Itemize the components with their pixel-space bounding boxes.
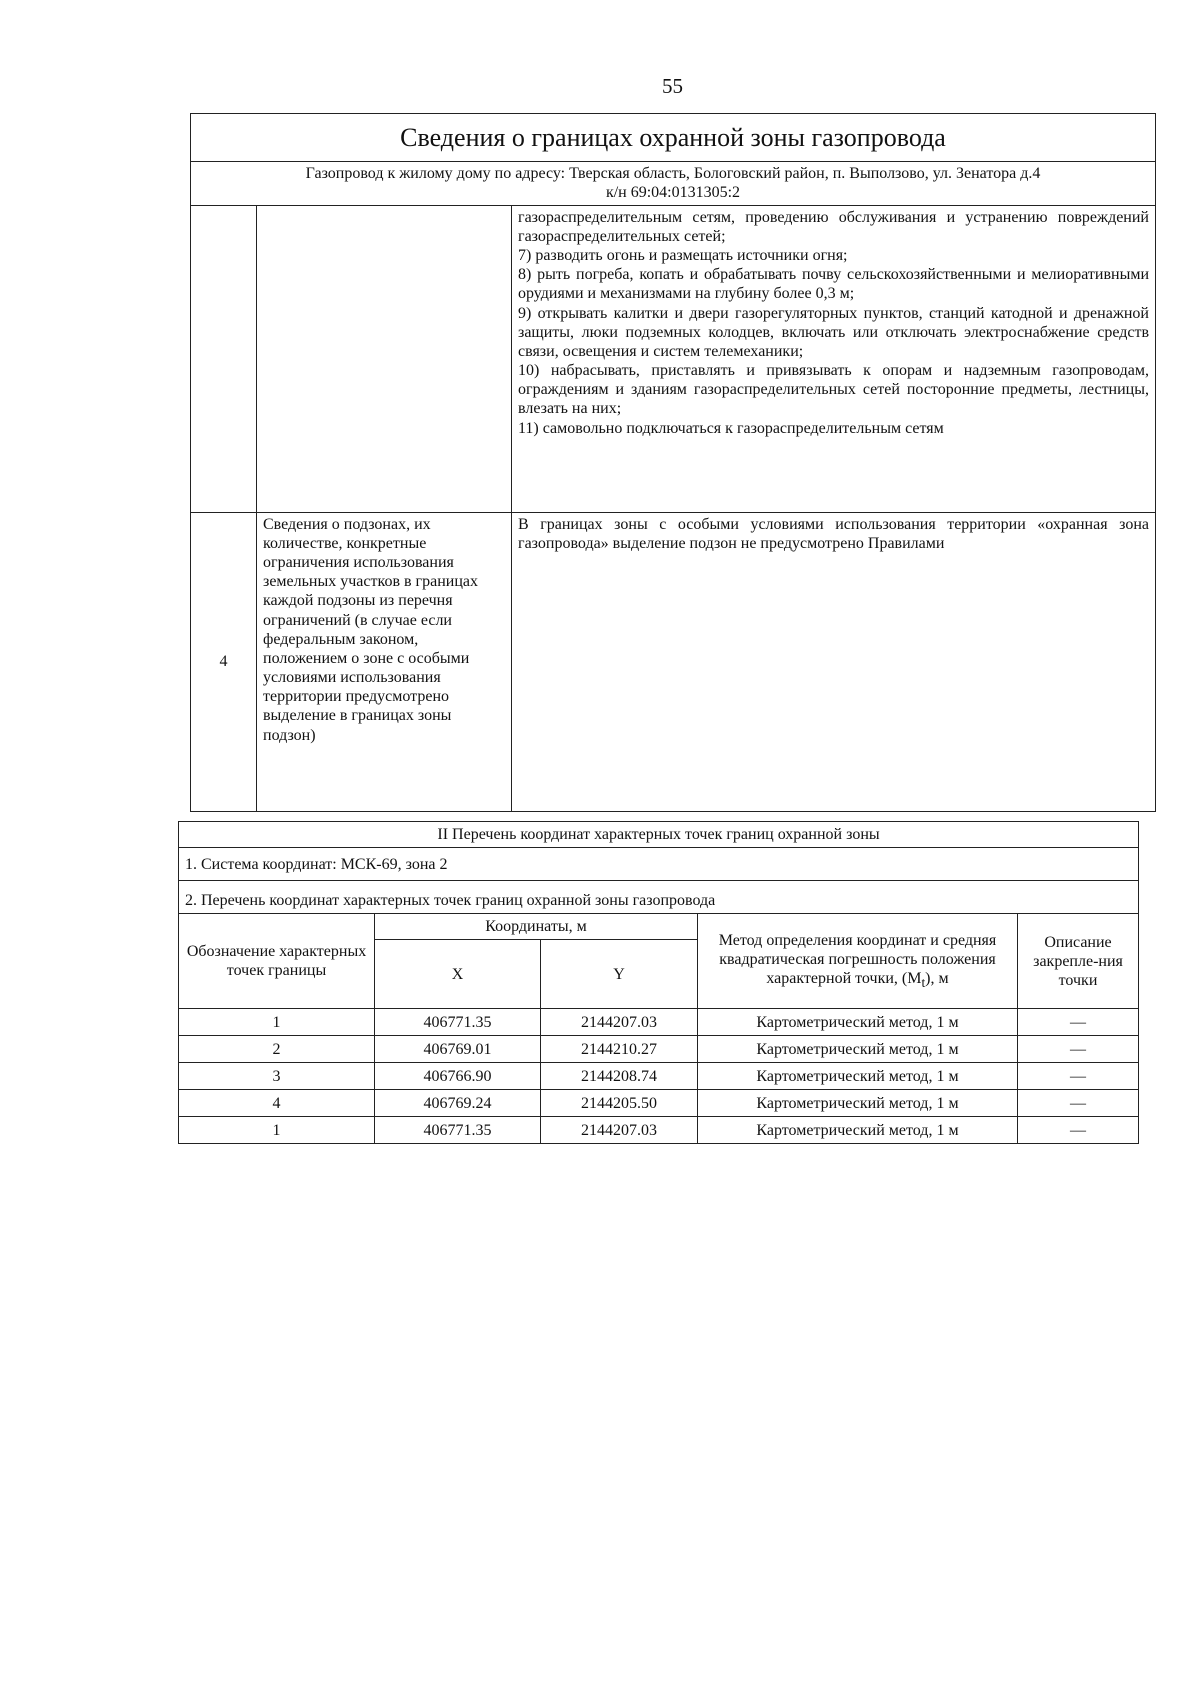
restrictions-list (512, 205, 1156, 512)
list-item: 8) рыть погреба, копать и обрабатывать почву сельскохозяйственными и мелиоративными орудиями и механизмами на глубину более 0,3 м; (518, 266, 1149, 303)
point-label: 4 (179, 1090, 375, 1117)
y-value: 2144207.03 (541, 1009, 698, 1036)
row-number (191, 205, 257, 512)
y-value: 2144205.50 (541, 1090, 698, 1117)
subzones-row (191, 512, 1156, 811)
x-value: 406771.35 (375, 1117, 541, 1144)
coordinates-section-title: II Перечень координат характерных точек границ охранной зоны (179, 822, 1139, 848)
y-value: 2144210.27 (541, 1036, 698, 1063)
col-coords-header: Координаты, м (375, 914, 698, 940)
restrictions-row (191, 205, 1156, 512)
method-value: Картометрический метод, 1 м (698, 1063, 1018, 1090)
col-point-header: Обозначение характерных точек границы (179, 914, 375, 1009)
x-value: 406769.24 (375, 1090, 541, 1117)
subtitle-address: Газопровод к жилому дому по адресу: Тверская область, Бологовский район, п. Выползово, ул. Зенатора д.4 (305, 165, 1041, 183)
method-value: Картометрический метод, 1 м (698, 1036, 1018, 1063)
description-value: — (1018, 1009, 1139, 1036)
x-value: 406766.90 (375, 1063, 541, 1090)
point-label: 3 (179, 1063, 375, 1090)
row-number: 4 (191, 512, 257, 811)
list-item: 9) открывать калитки и двери газорегуляторных пунктов, станций катодной и дренажной защиты, люки подземных колодцев, включать или отключать электроснабжение средств связи, освещения и систем телемеханики; (518, 304, 1149, 360)
point-label: 1 (179, 1009, 375, 1036)
table-row (179, 1036, 1139, 1063)
subzones-value: В границах зоны с особыми условиями использования территории «охранная зона газопровода» выделение подзон не предусмотрено Правилами (512, 512, 1156, 811)
page-number: 55 (662, 74, 683, 98)
description-value: — (1018, 1090, 1139, 1117)
table-row (179, 1009, 1139, 1036)
coordinate-system: 1. Система координат: МСК-69, зона 2 (179, 848, 1139, 881)
method-value: Картометрический метод, 1 м (698, 1117, 1018, 1144)
coordinates-table (178, 821, 1139, 1144)
point-label: 1 (179, 1117, 375, 1144)
subzones-label: Сведения о подзонах, их количестве, конкретные ограничения использования земельных участков в границах каждой подзоны из перечня ограничений (в случае если федеральным законом, положением о зоне с особыми условиями использования территории предусмотрено выделение в границах зоны подзон) (257, 512, 512, 811)
table-row (179, 1063, 1139, 1090)
coordinates-list-title: 2. Перечень координат характерных точек границ охранной зоны газопровода (179, 881, 1139, 914)
subtitle-cadastral-number: к/н 69:04:0131305:2 (605, 184, 741, 202)
y-value: 2144208.74 (541, 1063, 698, 1090)
table-row (179, 1090, 1139, 1117)
table-row (179, 1117, 1139, 1144)
col-x-header: X (375, 940, 541, 1009)
col-method-header: Метод определения координат и средняя квадратическая погрешность положения характерной точки, $(M_t)$, м (698, 914, 1018, 1009)
document-title: Сведения о границах охранной зоны газопровода (191, 114, 1156, 162)
row-label (257, 205, 512, 512)
description-value: — (1018, 1063, 1139, 1090)
list-item: 7) разводить огонь и размещать источники огня; (518, 246, 848, 264)
description-value: — (1018, 1036, 1139, 1063)
y-value: 2144207.03 (541, 1117, 698, 1144)
method-value: Картометрический метод, 1 м (698, 1009, 1018, 1036)
list-item: газораспределительным сетям, проведению обслуживания и устранению повреждений газораспределительных сетей; (518, 208, 1149, 245)
point-label: 2 (179, 1036, 375, 1063)
list-item: 11) самовольно подключаться к газораспределительным сетям (518, 419, 944, 437)
x-value: 406769.01 (375, 1036, 541, 1063)
description-value: — (1018, 1117, 1139, 1144)
zone-info-table (190, 113, 1156, 812)
col-y-header: Y (541, 940, 698, 1009)
method-value: Картометрический метод, 1 м (698, 1090, 1018, 1117)
document-subtitle (191, 162, 1156, 205)
x-value: 406771.35 (375, 1009, 541, 1036)
list-item: 10) набрасывать, приставлять и привязывать к опорам и надземным газопроводам, ограждениям и зданиям газораспределительных сетей посторонние предметы, лестницы, влезать на них; (518, 362, 1149, 418)
col-description-header: Описание закрепле-ния точки (1018, 914, 1139, 1009)
